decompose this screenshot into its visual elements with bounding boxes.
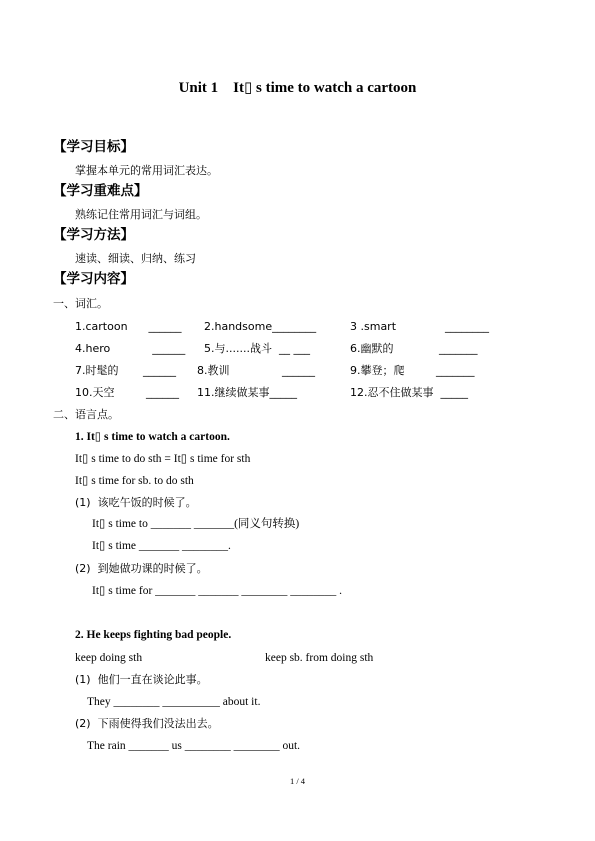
vocab-item-10: 10.天空 ______: [75, 386, 179, 399]
point1-question-1: (1) 该吃午饭的时候了。: [75, 496, 197, 509]
objective-heading: 【学习目标】: [53, 139, 134, 155]
point2-right: keep sb. from doing sth: [265, 652, 374, 664]
vocab-item-8: 8.教训 ______: [197, 364, 315, 377]
point1-question-2: (2) 到她做功课的时候了。: [75, 562, 208, 575]
vocab-item-9: 9.攀登；爬 _______: [350, 364, 475, 377]
vocab-item-7: 7.时髦的 ______: [75, 364, 176, 377]
page-number: 1 / 4: [289, 776, 306, 786]
vocab-item-12: 12.忍不住做某事 _____: [350, 386, 468, 399]
vocab-item-5: 5.与.......战斗 __ ___: [204, 342, 310, 355]
point2-title: 2. He keeps fighting bad people.: [75, 629, 232, 641]
objective-text: 掌握本单元的常用词汇表达。: [75, 164, 218, 177]
vocab-item-4: 4.hero ______: [75, 342, 186, 355]
key-points-text: 熟练记住常用词汇与词组。: [75, 208, 207, 221]
point1-line-2: It▯ s time for sb. to do sth: [75, 475, 194, 487]
vocab-item-2: 2.handsome________: [204, 320, 317, 333]
key-points-heading: 【学习重难点】: [53, 183, 148, 199]
page-title: Unit 1 It▯ s time to watch a cartoon: [178, 80, 417, 96]
method-heading: 【学习方法】: [53, 227, 134, 243]
point2-question-1: (1) 他们一直在谈论此事。: [75, 673, 208, 686]
vocab-item-11: 11.继续做某事_____: [197, 386, 297, 399]
point1-answer-2a: It▯ s time for _______ _______ ________ ________ .: [92, 585, 343, 597]
point1-line-1: It▯ s time to do sth = It▯ s time for sth: [75, 453, 251, 465]
point1-title: 1. It▯ s time to watch a cartoon.: [75, 431, 230, 443]
method-text: 速读、细读、归纳、练习: [75, 252, 196, 265]
point1-answer-1a: It▯ s time to _______ _______(同义句转换): [92, 518, 300, 530]
vocab-heading: 一、词汇。: [53, 297, 108, 310]
point2-question-2: (2) 下雨使得我们没法出去。: [75, 717, 219, 730]
content-heading: 【学习内容】: [53, 271, 134, 287]
point2-answer-1a: They ________ __________ about it.: [87, 696, 261, 708]
vocab-item-3: 3 .smart ________: [350, 320, 489, 333]
point2-left: keep doing sth: [75, 652, 143, 664]
point2-answer-2a: The rain _______ us ________ ________ out.: [87, 740, 301, 752]
language-heading: 二、语言点。: [53, 408, 119, 421]
vocab-item-1: 1.cartoon ______: [75, 320, 182, 333]
vocab-item-6: 6.幽默的 _______: [350, 342, 478, 355]
point1-answer-1b: It▯ s time _______ ________.: [92, 540, 231, 552]
